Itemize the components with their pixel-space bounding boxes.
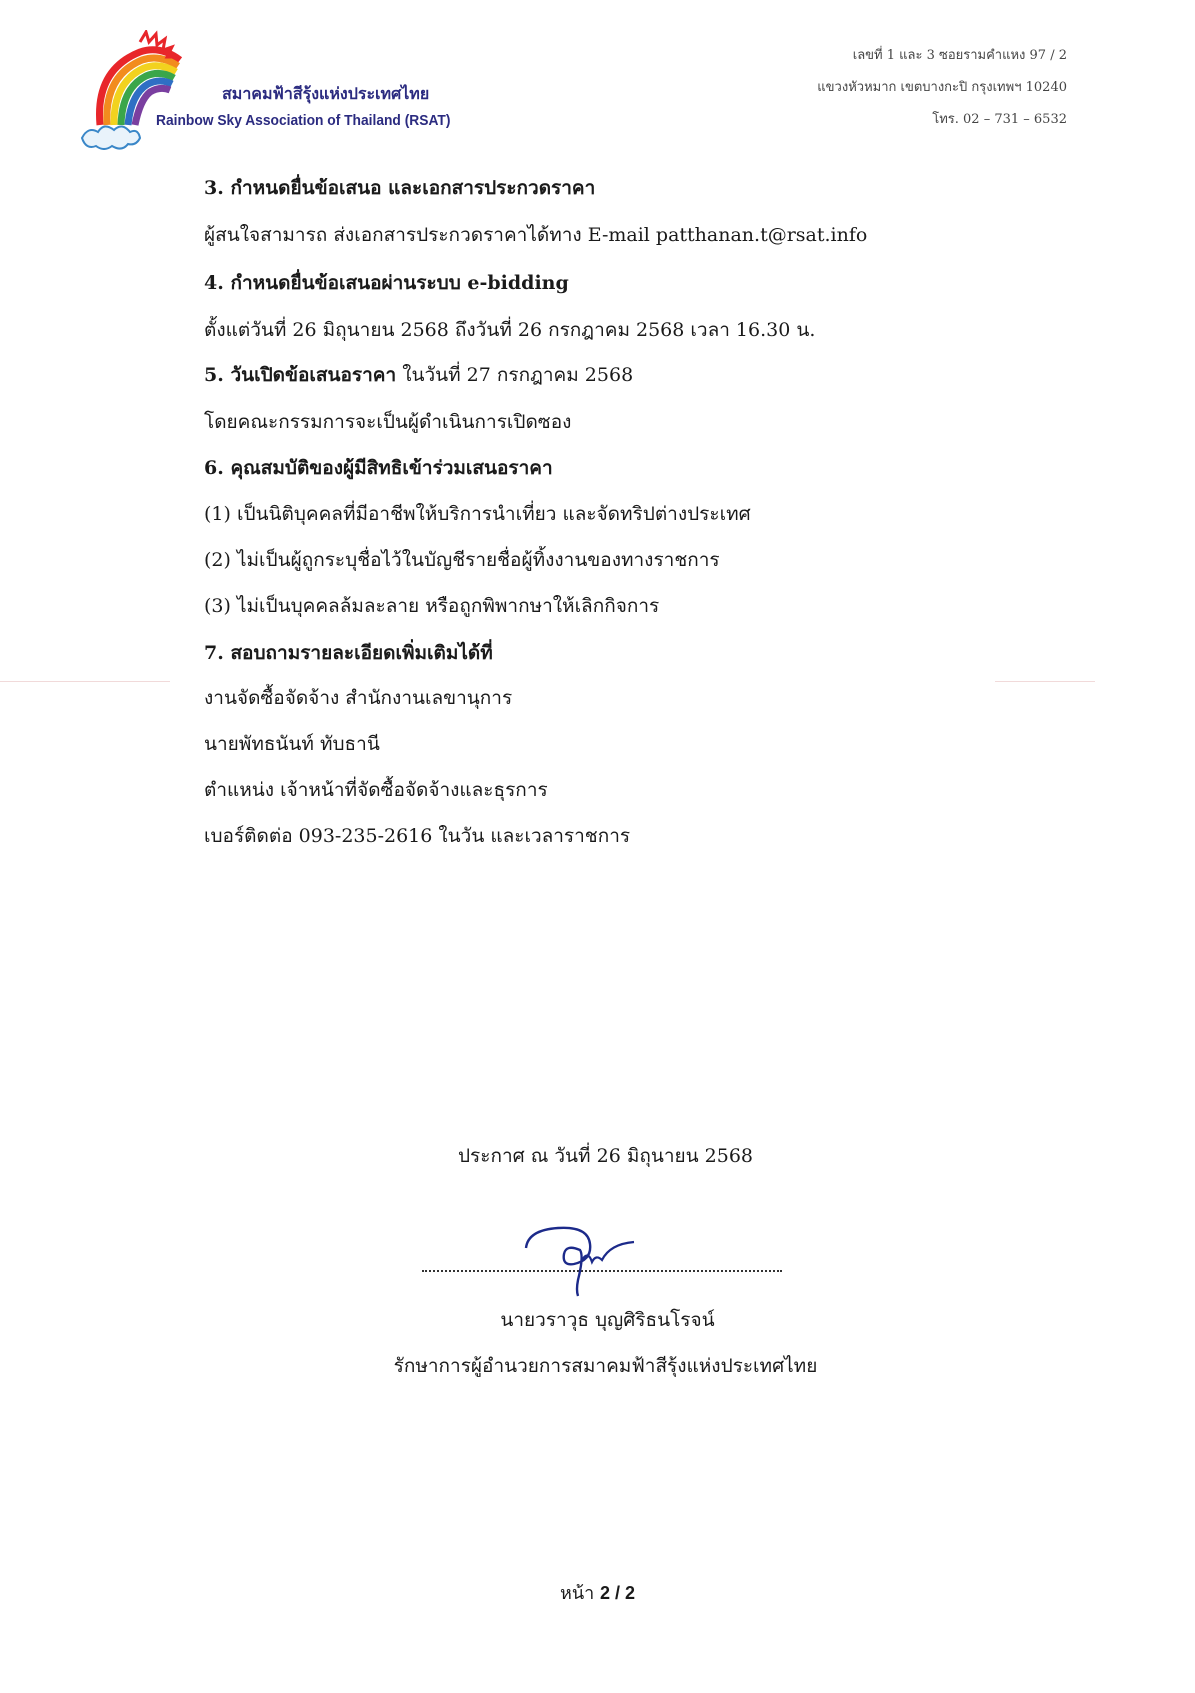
section-5-heading-line (204, 362, 633, 388)
scan-artifact-line (995, 681, 1095, 682)
page-number (0, 1578, 1195, 1607)
org-name-english: Rainbow Sky Association of Thailand (RSAT) (156, 112, 451, 129)
address-line-1: เลขที่ 1 และ 3 ซอยรามคำแหง 97 / 2 (852, 48, 1067, 63)
section-6-heading: 6. คุณสมบัติของผู้มีสิทธิเข้าร่วมเสนอราคา (204, 457, 553, 479)
qualification-item: (1) เป็นนิติบุคคลที่มีอาชีพให้บริการนำเที่ยว และจัดทริปต่างประเทศ (204, 503, 751, 525)
contact-line: นายพัทธนันท์ ทับธานี (204, 733, 380, 755)
section-5-text: โดยคณะกรรมการจะเป็นผู้ดำเนินการเปิดซอง (204, 411, 572, 433)
qualification-item: (3) ไม่เป็นบุคคลล้มละลาย หรือถูกพิพากษาให้เลิกกิจการ (204, 595, 660, 617)
signer-title: รักษาการผู้อำนวยการสมาคมฟ้าสีรุ้งแห่งประเทศไทย (393, 1355, 818, 1377)
announcement-date: ประกาศ ณ วันที่ 26 มิถุนายน 2568 (457, 1145, 754, 1167)
address-line-2: แขวงหัวหมาก เขตบางกะปิ กรุงเทพฯ 10240 (817, 80, 1067, 95)
signer-name: นายวราวุธ บุญศิริธนโรจน์ (500, 1309, 715, 1331)
phone-number: โทร. 02 – 731 – 6532 (932, 112, 1067, 127)
org-name-thai: สมาคมฟ้าสีรุ้งแห่งประเทศไทย (222, 84, 430, 103)
contact-line: ตำแหน่ง เจ้าหน้าที่จัดซื้อจัดจ้างและธุรการ (204, 779, 548, 801)
scan-artifact-line (0, 681, 170, 682)
section-7-heading: 7. สอบถามรายละเอียดเพิ่มเติมได้ที่ (204, 642, 493, 664)
section-3-heading: 3. กำหนดยื่นข้อเสนอ และเอกสารประกวดราคา (204, 177, 596, 199)
section-4-heading: 4. กำหนดยื่นข้อเสนอผ่านระบบ e-bidding (204, 272, 569, 294)
section-5-date: ในวันที่ 27 กรกฎาคม 2568 (396, 364, 634, 386)
qualification-item: (2) ไม่เป็นผู้ถูกระบุชื่อไว้ในบัญชีรายชื่อผู้ทิ้งงานของทางราชการ (204, 549, 720, 571)
section-4-text: ตั้งแต่วันที่ 26 มิถุนายน 2568 ถึงวันที่ 26 กรกฎาคม 2568 เวลา 16.30 น. (204, 319, 816, 341)
section-3-text: ผู้สนใจสามารถ ส่งเอกสารประกวดราคาได้ทาง E-mail patthanan.t@rsat.info (204, 224, 868, 246)
contact-line: เบอร์ติดต่อ 093-235-2616 ในวัน และเวลาราชการ (204, 825, 631, 847)
handwritten-signature (518, 1220, 658, 1300)
page-count: 2 / 2 (599, 1583, 636, 1603)
section-5-heading: 5. วันเปิดข้อเสนอราคา (204, 364, 397, 386)
contact-line: งานจัดซื้อจัดจ้าง สำนักงานเลขานุการ (204, 687, 513, 709)
rsat-rainbow-logo (80, 30, 190, 150)
page-label: หน้า (559, 1583, 600, 1604)
